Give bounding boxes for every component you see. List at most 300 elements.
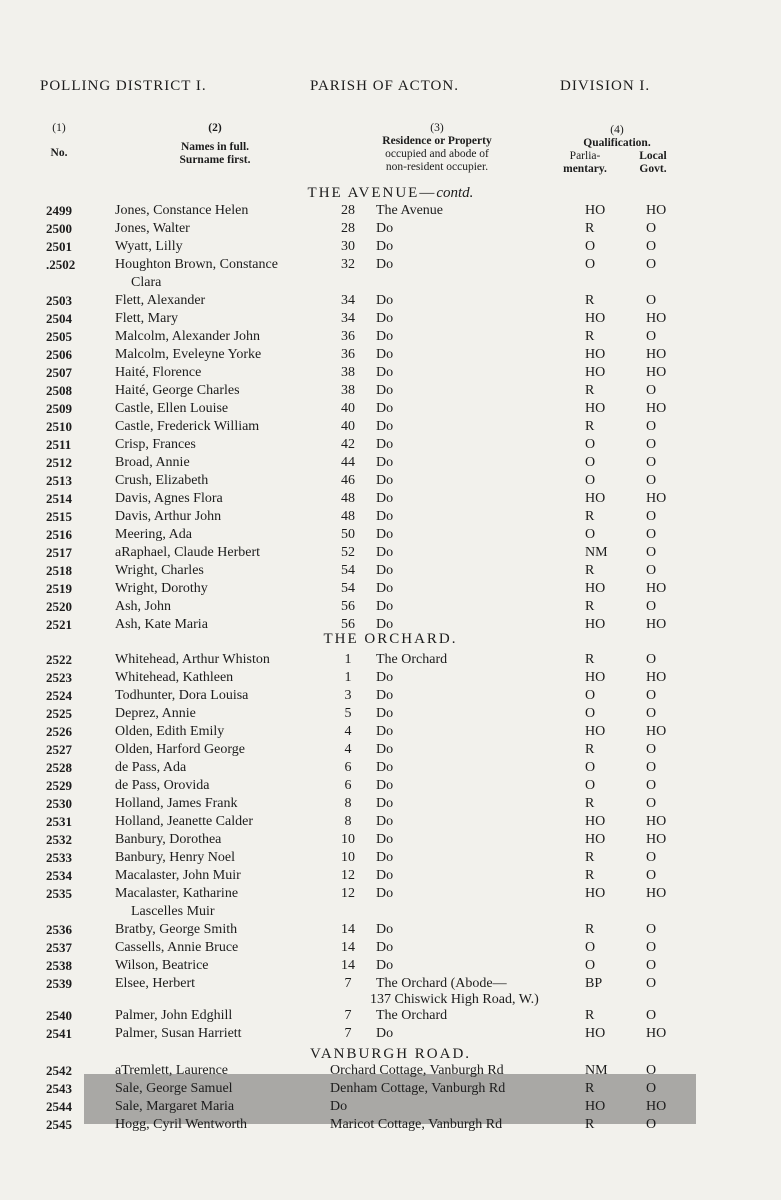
house-number: 1 [344, 670, 352, 685]
table-row [0, 293, 781, 311]
residence: Do [376, 401, 394, 416]
elector-number: 2543 [46, 1081, 72, 1096]
elector-number: 2531 [46, 814, 72, 829]
local-govt-qualification: O [646, 293, 657, 308]
house-number: 56 [341, 617, 355, 632]
table-row [0, 329, 781, 347]
local-govt-qualification: O [646, 976, 657, 991]
residence: Do [376, 329, 394, 344]
house-number: 34 [341, 311, 355, 326]
elector-number: 2522 [46, 652, 72, 667]
residence: Do [376, 868, 394, 883]
table-row [0, 1081, 781, 1099]
residence: Do [376, 1026, 394, 1041]
parliamentary-qualification: HO [585, 670, 606, 685]
local-govt-qualification: O [646, 850, 657, 865]
elector-name: Malcolm, Alexander John [115, 329, 261, 344]
local-govt-qualification: HO [646, 581, 667, 596]
table-row [0, 509, 781, 527]
parliamentary-qualification: R [585, 221, 595, 236]
elector-name: Houghton Brown, Constance [115, 257, 278, 272]
residence: Do [376, 886, 394, 901]
table-row [0, 796, 781, 814]
residence: Do [376, 347, 394, 362]
elector-number: 2520 [46, 599, 72, 614]
residence: Do [376, 221, 394, 236]
parliamentary-qualification: R [585, 796, 595, 811]
house-number: 28 [341, 203, 355, 218]
elector-name: Wyatt, Lilly [115, 239, 183, 254]
local-govt-qualification: O [646, 742, 657, 757]
table-row [0, 437, 781, 455]
elector-name: Elsee, Herbert [115, 976, 196, 991]
house-number: 14 [341, 940, 355, 955]
elector-number: 2516 [46, 527, 72, 542]
table-row [0, 922, 781, 940]
elector-name: Haité, Florence [115, 365, 202, 380]
local-govt-qualification: HO [646, 1026, 667, 1041]
local-govt-qualification: HO [646, 347, 667, 362]
house-number: 4 [344, 724, 352, 739]
elector-number: 2545 [46, 1117, 72, 1132]
table-row [0, 527, 781, 545]
table-row [0, 545, 781, 563]
parliamentary-qualification: R [585, 509, 595, 524]
local-govt-qualification: HO [646, 670, 667, 685]
residence: Do [330, 1099, 348, 1114]
local-govt-qualification: O [646, 329, 657, 344]
table-row [0, 688, 781, 706]
local-govt-qualification: HO [646, 311, 667, 326]
local-govt-qualification: HO [646, 832, 667, 847]
parliamentary-qualification: R [585, 419, 595, 434]
house-number: 4 [344, 742, 352, 757]
elector-name-continued: Clara [131, 275, 162, 290]
elector-number: 2510 [46, 419, 72, 434]
local-govt-qualification: O [646, 940, 657, 955]
section-vanburgh-road: VANBURGH ROAD. [309, 1046, 472, 1062]
elector-number: 2532 [46, 832, 72, 847]
parliamentary-qualification: R [585, 742, 595, 757]
table-row [0, 940, 781, 958]
table-row [0, 1008, 781, 1026]
elector-name: Haité, George Charles [115, 383, 240, 398]
elector-name: Sale, George Samuel [115, 1081, 233, 1096]
elector-number: 2538 [46, 958, 72, 973]
parliamentary-qualification: O [585, 473, 596, 488]
house-number: 30 [341, 239, 355, 254]
parliamentary-qualification: R [585, 1081, 595, 1096]
house-number: 34 [341, 293, 355, 308]
local-govt-qualification: O [646, 563, 657, 578]
col3-heading: (3) Residence or Property occupied and abode of non-resident occupier. [382, 122, 492, 173]
parliamentary-qualification: NM [585, 545, 608, 560]
elector-name: Sale, Margaret Maria [115, 1099, 235, 1114]
local-govt-qualification: O [646, 599, 657, 614]
table-row [0, 886, 781, 919]
elector-number: 2511 [46, 437, 72, 452]
house-number: 12 [341, 886, 355, 901]
elector-number: 2501 [46, 239, 72, 254]
table-row [0, 617, 781, 635]
elector-number: 2544 [46, 1099, 72, 1114]
table-row [0, 1063, 781, 1081]
table-row [0, 670, 781, 688]
residence: The Orchard [376, 1008, 448, 1023]
elector-number: 2518 [46, 563, 72, 578]
residence: Do [376, 760, 394, 775]
elector-number: 2535 [46, 886, 72, 901]
residence: Do [376, 239, 394, 254]
residence: Do [376, 940, 394, 955]
parliamentary-qualification: O [585, 958, 596, 973]
house-number: 54 [341, 563, 355, 578]
parliamentary-qualification: O [585, 688, 596, 703]
elector-number: 2541 [46, 1026, 72, 1041]
residence: Do [376, 563, 394, 578]
elector-name: de Pass, Orovida [115, 778, 210, 793]
residence: Do [376, 742, 394, 757]
residence: The Avenue [376, 203, 443, 218]
residence: The Orchard [376, 652, 448, 667]
elector-number: 2527 [46, 742, 72, 757]
table-row [0, 1117, 781, 1135]
elector-number: 2525 [46, 706, 72, 721]
house-number: 7 [344, 1008, 352, 1023]
elector-name: Hogg, Cyril Wentworth [115, 1117, 247, 1132]
parliamentary-qualification: O [585, 455, 596, 470]
elector-number: 2534 [46, 868, 72, 883]
residence: Do [376, 958, 394, 973]
residence-continued: 137 Chiswick High Road, W.) [370, 992, 539, 1007]
house-number: 5 [344, 706, 352, 721]
house-number: 48 [341, 509, 355, 524]
elector-name: Jones, Walter [115, 221, 190, 236]
table-row [0, 706, 781, 724]
elector-name: Palmer, Susan Harriett [115, 1026, 242, 1041]
elector-name: Deprez, Annie [115, 706, 196, 721]
elector-name: Macalaster, Katharine [115, 886, 239, 901]
residence: Do [376, 455, 394, 470]
parliamentary-qualification: HO [585, 724, 606, 739]
local-govt-qualification: O [646, 527, 657, 542]
parliamentary-qualification: R [585, 850, 595, 865]
local-govt-qualification: O [646, 796, 657, 811]
elector-name: Jones, Constance Helen [115, 203, 249, 218]
elector-name: aRaphael, Claude Herbert [115, 545, 260, 560]
local-govt-qualification: O [646, 419, 657, 434]
elector-number: 2530 [46, 796, 72, 811]
residence: Do [376, 688, 394, 703]
table-row [0, 581, 781, 599]
house-number: 7 [344, 1026, 352, 1041]
house-number: 10 [341, 832, 355, 847]
parliamentary-qualification: O [585, 437, 596, 452]
table-row [0, 491, 781, 509]
elector-number: 2515 [46, 509, 72, 524]
elector-name: aTremlett, Laurence [115, 1063, 228, 1078]
parliamentary-qualification: HO [585, 1099, 606, 1114]
local-govt-qualification: O [646, 922, 657, 937]
local-govt-qualification: HO [646, 203, 667, 218]
table-row [0, 455, 781, 473]
table-row [0, 1099, 781, 1117]
elector-name: de Pass, Ada [115, 760, 187, 775]
elector-name: Olden, Harford George [115, 742, 245, 757]
elector-name: Broad, Annie [115, 455, 190, 470]
residence: Do [376, 491, 394, 506]
parliamentary-qualification: R [585, 868, 595, 883]
table-row [0, 473, 781, 491]
local-govt-qualification: O [646, 455, 657, 470]
elector-number: 2499 [46, 203, 72, 218]
local-govt-qualification: O [646, 958, 657, 973]
parliamentary-qualification: HO [585, 617, 606, 632]
col4-heading: (4) Qualification. Parlia- mentary. Local Govt. [563, 124, 667, 175]
table-row [0, 868, 781, 886]
house-number: 42 [341, 437, 355, 452]
elector-number: 2505 [46, 329, 72, 344]
table-row [0, 311, 781, 329]
elector-name: Palmer, John Edghill [115, 1008, 233, 1023]
residence: Do [376, 581, 394, 596]
division: DIVISION I. [560, 78, 651, 94]
local-govt-qualification: O [646, 257, 657, 272]
residence: Do [376, 527, 394, 542]
elector-name: Wilson, Beatrice [115, 958, 209, 973]
elector-number: 2521 [46, 617, 72, 632]
local-govt-qualification: O [646, 1117, 657, 1132]
elector-name: Wright, Charles [115, 563, 204, 578]
local-govt-qualification: O [646, 778, 657, 793]
elector-number: 2540 [46, 1008, 72, 1023]
table-row [0, 239, 781, 257]
house-number: 36 [341, 329, 355, 344]
local-govt-qualification: O [646, 509, 657, 524]
house-number: 36 [341, 347, 355, 362]
elector-number: 2506 [46, 347, 72, 362]
elector-number: 2500 [46, 221, 72, 236]
parliamentary-qualification: HO [585, 814, 606, 829]
local-govt-qualification: HO [646, 886, 667, 901]
residence: Do [376, 814, 394, 829]
parliamentary-qualification: HO [585, 832, 606, 847]
house-number: 44 [341, 455, 355, 470]
residence: Do [376, 850, 394, 865]
house-number: 28 [341, 221, 355, 236]
elector-name: Wright, Dorothy [115, 581, 208, 596]
elector-number: 2509 [46, 401, 72, 416]
elector-number: 2539 [46, 976, 72, 991]
elector-number: 2523 [46, 670, 72, 685]
residence: Do [376, 311, 394, 326]
elector-name: Banbury, Henry Noel [115, 850, 236, 865]
house-number: 14 [341, 958, 355, 973]
local-govt-qualification: O [646, 1008, 657, 1023]
parliamentary-qualification: HO [585, 1026, 606, 1041]
elector-name: Flett, Alexander [115, 293, 206, 308]
table-row [0, 419, 781, 437]
house-number: 38 [341, 365, 355, 380]
local-govt-qualification: O [646, 688, 657, 703]
parliamentary-qualification: O [585, 778, 596, 793]
house-number: 10 [341, 850, 355, 865]
elector-name: Meering, Ada [115, 527, 192, 542]
residence: Do [376, 796, 394, 811]
house-number: 14 [341, 922, 355, 937]
elector-number: 2537 [46, 940, 72, 955]
residence: Do [376, 257, 394, 272]
local-govt-qualification: O [646, 760, 657, 775]
elector-name: Davis, Agnes Flora [115, 491, 223, 506]
parliamentary-qualification: R [585, 1117, 595, 1132]
elector-number: 2508 [46, 383, 72, 398]
parliamentary-qualification: HO [585, 365, 606, 380]
elector-number: 2529 [46, 778, 72, 793]
elector-name: Malcolm, Eveleyne Yorke [115, 347, 262, 362]
elector-name: Ash, Kate Maria [115, 617, 208, 632]
elector-name: Todhunter, Dora Louisa [115, 688, 249, 703]
local-govt-qualification: HO [646, 401, 667, 416]
parliamentary-qualification: O [585, 940, 596, 955]
elector-name: Crisp, Frances [115, 437, 196, 452]
house-number: 52 [341, 545, 355, 560]
house-number: 32 [341, 257, 355, 272]
elector-name: Whitehead, Kathleen [115, 670, 234, 685]
local-govt-qualification: O [646, 473, 657, 488]
residence: Do [376, 670, 394, 685]
table-row [0, 778, 781, 796]
residence: Do [376, 545, 394, 560]
local-govt-qualification: HO [646, 491, 667, 506]
table-row [0, 958, 781, 976]
residence: Maricot Cottage, Vanburgh Rd [330, 1117, 503, 1132]
elector-name-continued: Lascelles Muir [131, 904, 215, 919]
elector-name: Castle, Ellen Louise [115, 401, 229, 416]
table-row [0, 401, 781, 419]
table-row [0, 599, 781, 617]
local-govt-qualification: HO [646, 724, 667, 739]
parliamentary-qualification: HO [585, 491, 606, 506]
elector-number: 2542 [46, 1063, 72, 1078]
local-govt-qualification: O [646, 652, 657, 667]
section-the-avenue: THE AVENUE—contd. [307, 185, 474, 201]
table-row [0, 563, 781, 581]
house-number: 7 [344, 976, 352, 991]
elector-number: .2502 [46, 257, 76, 272]
local-govt-qualification: O [646, 1063, 657, 1078]
local-govt-qualification: HO [646, 1099, 667, 1114]
parliamentary-qualification: O [585, 760, 596, 775]
house-number: 40 [341, 401, 355, 416]
residence: Do [376, 293, 394, 308]
local-govt-qualification: O [646, 383, 657, 398]
elector-name: Ash, John [115, 599, 172, 614]
table-row [0, 814, 781, 832]
elector-number: 2528 [46, 760, 72, 775]
elector-name: Bratby, George Smith [115, 922, 238, 937]
local-govt-qualification: O [646, 221, 657, 236]
local-govt-qualification: O [646, 437, 657, 452]
elector-number: 2517 [46, 545, 72, 560]
house-number: 12 [341, 868, 355, 883]
residence: Do [376, 599, 394, 614]
elector-name: Banbury, Dorothea [115, 832, 222, 847]
elector-name: Castle, Frederick William [115, 419, 260, 434]
parliamentary-qualification: R [585, 1008, 595, 1023]
local-govt-qualification: HO [646, 617, 667, 632]
parliamentary-qualification: R [585, 329, 595, 344]
elector-number: 2536 [46, 922, 72, 937]
local-govt-qualification: O [646, 1081, 657, 1096]
page-header [40, 78, 680, 98]
house-number: 56 [341, 599, 355, 614]
residence: The Orchard (Abode— [376, 976, 507, 991]
table-row [0, 742, 781, 760]
elector-name: Flett, Mary [115, 311, 178, 326]
elector-number: 2514 [46, 491, 72, 506]
elector-name: Cassells, Annie Bruce [115, 940, 239, 955]
residence: Do [376, 509, 394, 524]
house-number: 38 [341, 383, 355, 398]
elector-name: Macalaster, John Muir [115, 868, 241, 883]
parliamentary-qualification: HO [585, 203, 606, 218]
elector-number: 2513 [46, 473, 72, 488]
table-row [0, 760, 781, 778]
house-number: 8 [344, 796, 352, 811]
local-govt-qualification: O [646, 706, 657, 721]
parliamentary-qualification: R [585, 383, 595, 398]
table-row [0, 221, 781, 239]
house-number: 54 [341, 581, 355, 596]
elector-number: 2533 [46, 850, 72, 865]
section-the-orchard: THE ORCHARD. [323, 631, 458, 647]
elector-name: Olden, Edith Emily [115, 724, 225, 739]
parliamentary-qualification: O [585, 706, 596, 721]
table-row [0, 257, 781, 290]
house-number: 50 [341, 527, 355, 542]
table-row [0, 1026, 781, 1044]
parliamentary-qualification: R [585, 563, 595, 578]
col1-heading: (1) No. [50, 122, 68, 159]
parliamentary-qualification: R [585, 599, 595, 614]
parliamentary-qualification: R [585, 922, 595, 937]
house-number: 46 [341, 473, 355, 488]
parliamentary-qualification: BP [585, 976, 603, 991]
residence: Do [376, 922, 394, 937]
elector-number: 2503 [46, 293, 72, 308]
table-row [0, 976, 781, 1007]
residence: Do [376, 437, 394, 452]
residence: Do [376, 778, 394, 793]
house-number: 3 [344, 688, 352, 703]
residence: Do [376, 706, 394, 721]
local-govt-qualification: O [646, 868, 657, 883]
elector-name: Whitehead, Arthur Whiston [115, 652, 270, 667]
table-row [0, 383, 781, 401]
parliamentary-qualification: HO [585, 347, 606, 362]
residence: Do [376, 419, 394, 434]
residence: Do [376, 724, 394, 739]
local-govt-qualification: O [646, 239, 657, 254]
elector-number: 2526 [46, 724, 72, 739]
parliamentary-qualification: HO [585, 401, 606, 416]
residence: Do [376, 383, 394, 398]
parliamentary-qualification: HO [585, 886, 606, 901]
residence: Do [376, 473, 394, 488]
table-row [0, 850, 781, 868]
polling-district: POLLING DISTRICT I. [40, 78, 207, 94]
